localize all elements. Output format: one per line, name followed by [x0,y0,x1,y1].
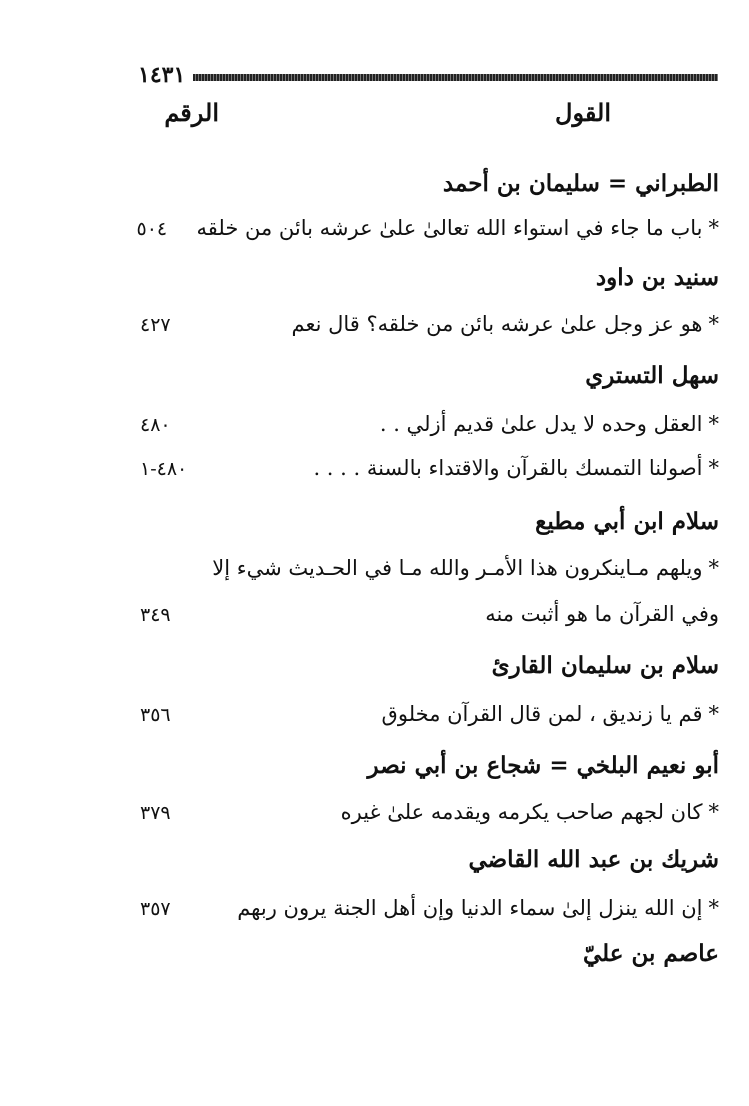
reference-number: ٣٧٩ [140,802,171,824]
page-number: ١٤٣١ [138,62,186,88]
list-item [140,800,719,824]
person-heading [140,170,719,197]
person-name: أبو نعيم البلخي = شجاع بن أبي نصر [367,752,719,779]
reference-number: ٣٥٦ [140,704,171,726]
column-header-number: الرقم [164,98,219,127]
quote-text: *قم يا زنديق ، لمن قال القرآن مخلوق [381,702,719,726]
quote-text: وفي القرآن ما هو أثبت منه [485,602,719,626]
list-item [140,702,719,726]
list-item [140,896,719,920]
reference-number: ٥٠٤ [136,218,168,240]
list-item [140,412,719,436]
quote-text: *باب ما جاء في استواء الله تعالىٰ علىٰ عرشه بائن من خلقه [196,216,719,240]
person-name: عاصم بن عليّ [582,940,719,967]
reference-number: ٤٨٠ [140,414,171,436]
list-item [140,312,719,336]
quote-text: *أصولنا التمسك بالقرآن والاقتداء بالسنة . . . . [313,456,719,480]
person-heading [140,264,719,291]
list-item-continuation [140,602,719,626]
asterisk-icon: * [708,312,719,336]
asterisk-icon: * [708,702,719,726]
asterisk-icon: * [708,800,719,824]
asterisk-icon: * [708,456,719,480]
asterisk-icon: * [708,216,719,240]
quote-text: *العقل وحده لا يدل علىٰ قديم أزلي . . [379,412,719,436]
person-heading [140,846,719,873]
person-name: شريك بن عبد الله القاضي [468,846,719,873]
person-name: الطبراني = سليمان بن أحمد [442,170,719,197]
asterisk-icon: * [708,556,719,580]
quote-text: *كان لجهم صاحب يكرمه ويقدمه علىٰ غيره [340,800,719,824]
quote-text: *ويلهم مـاينكرون هذا الأمـر والله مـا في الحـديث شيء إلا [212,556,719,580]
person-heading [140,362,719,389]
asterisk-icon: * [708,896,719,920]
quote-text: *هو عز وجل علىٰ عرشه بائن من خلقه؟ قال نعم [291,312,719,336]
person-heading [140,652,719,679]
reference-number: ٤٨٠-١ [140,458,188,480]
list-item [140,556,719,580]
list-item [136,216,719,240]
person-heading [140,940,719,967]
person-name: سهل التستري [585,362,719,389]
reference-number: ٣٤٩ [140,604,171,626]
person-name: سنيد بن داود [595,264,719,291]
asterisk-icon: * [708,412,719,436]
quote-text: *إن الله ينزل إلىٰ سماء الدنيا وإن أهل الجنة يرون ربهم [237,896,719,920]
person-heading [140,752,719,779]
reference-number: ٤٢٧ [140,314,171,336]
list-item [140,456,719,480]
header-rule [193,74,718,81]
page-header [138,60,718,90]
person-name: سلام ابن أبي مطيع [535,508,719,535]
reference-number: ٣٥٧ [140,898,171,920]
column-header-quote: القول [555,98,611,127]
person-heading [140,508,719,535]
person-name: سلام بن سليمان القارئ [491,652,719,679]
